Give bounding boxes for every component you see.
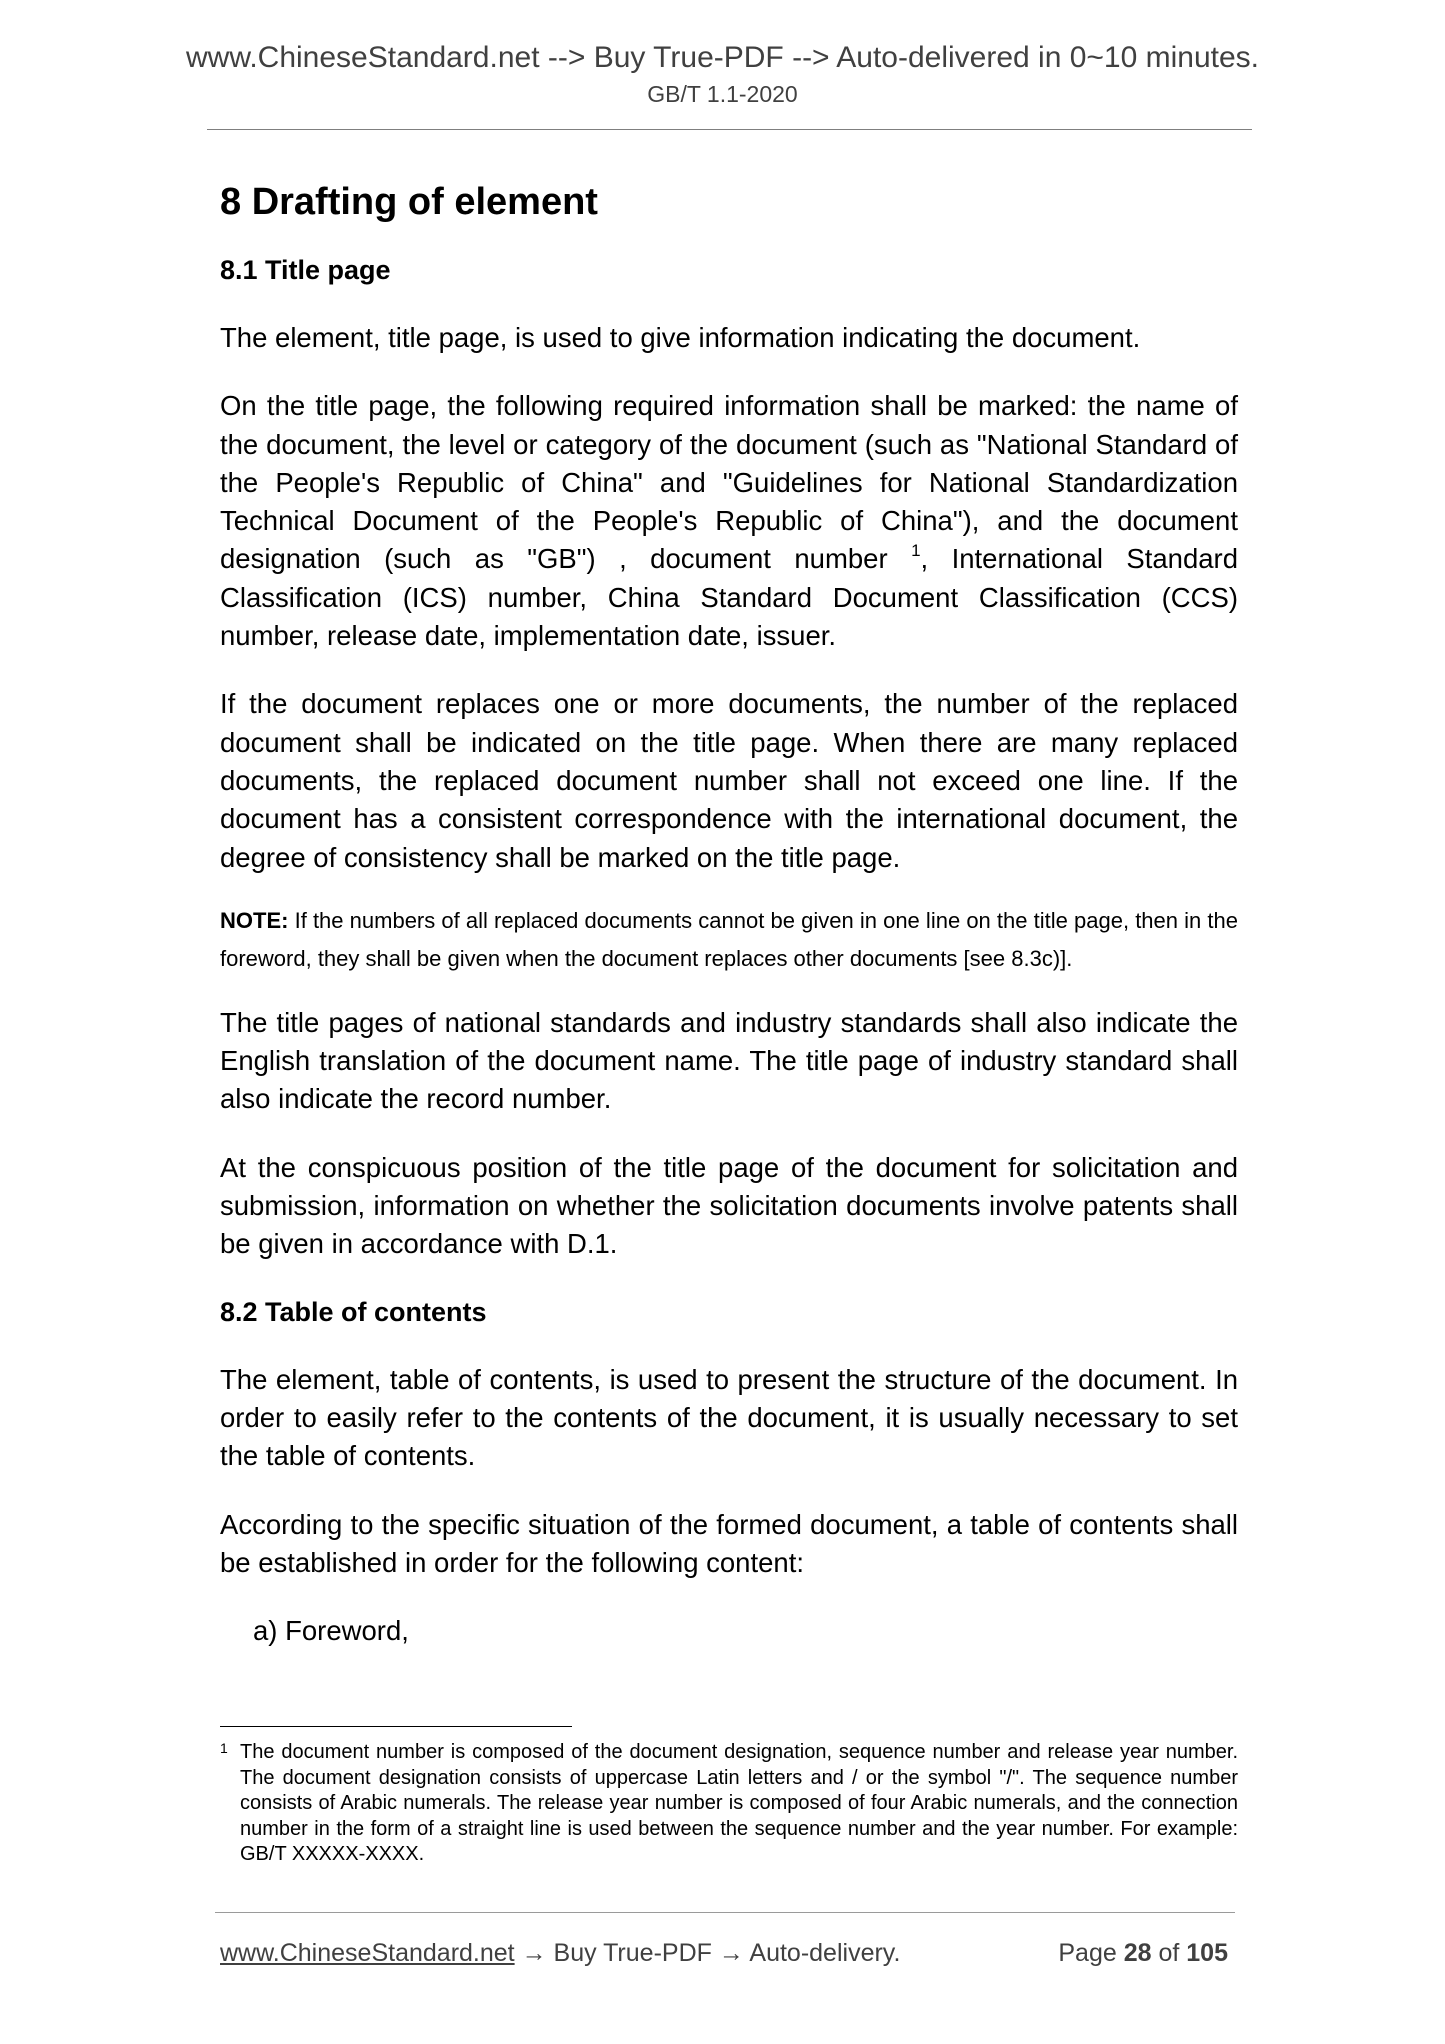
footer-promo [220, 1936, 900, 1970]
of-word: of [1151, 1939, 1187, 1967]
note-text: If the numbers of all replaced documents cannot be given in one line on the title page, then in the foreword, they shall be given when the document replaces other documents [see 8.3c)]. [220, 907, 1238, 972]
footnote-text: The document number is composed of the document designation, sequence number and release year number. The document designation consists of uppercase Latin letters and / or the symbol "/". The sequence number consists of Arabic numerals. The release year number is composed of four Arabic numerals, and the connection number in the form of a straight line is used between the sequence number and the year number. For example: GB/T XXXXX-XXXX. [240, 1741, 1238, 1865]
s81-p2-part-b: , International Standard Classification (ICS) number, China Standard Document Classification (CCS) number, release date, implementation date, issuer. [220, 543, 1239, 652]
header-banner: www.ChineseStandard.net --> Buy True-PDF --> Auto-delivered in 0~10 minutes. [185, 41, 1260, 74]
footer [220, 1936, 1238, 1970]
s81-paragraph-2 [220, 387, 1238, 655]
s81-p2-part-a: On the title page, the following required information shall be marked: the name of the document, the level or category of the document (such as "National Standard of the People's Republic of China" and "Guidelines for National Standardization Technical Document of the People's Republic of China"), and the document designation (such as "GB") , document number [220, 390, 1238, 575]
s81-paragraph-1: The element, title page, is used to give information indicating the document. [220, 322, 1141, 353]
page-indicator [1058, 1936, 1228, 1970]
chapter-title: 8 Drafting of element [220, 181, 598, 223]
footnote-separator [220, 1726, 572, 1727]
header-doc-id: GB/T 1.1-2020 [647, 81, 798, 107]
section-8-2-heading: 8.2 Table of contents [220, 1296, 487, 1327]
s82-paragraph-2: According to the specific situation of the formed document, a table of contents shall be established in order for the following content: [220, 1508, 1238, 1578]
list-item-foreword: a) Foreword, [253, 1615, 409, 1647]
s82-paragraph-1: The element, table of contents, is used to present the structure of the document. In order to easily refer to the contents of the document, it is usually necessary to set the table of contents. [220, 1363, 1238, 1472]
footnote-reference[interactable]: 1 [911, 541, 921, 561]
page-total: 105 [1186, 1939, 1228, 1967]
s81-paragraph-4: The title pages of national standards and industry standards shall also indicate the English translation of the document name. The title page of industry standard shall also indicate the record number. [220, 1006, 1238, 1115]
footnote-mark: 1 [220, 1740, 228, 1756]
footnote [220, 1740, 1238, 1868]
section-8-1-heading: 8.1 Title page [220, 255, 391, 285]
s81-paragraph-5: At the conspicuous position of the title page of the document for solicitation and submission, information on whether the solicitation documents involve patents shall be given in accordance with D.1. [220, 1151, 1238, 1260]
page-word: Page [1058, 1939, 1124, 1967]
footer-divider [215, 1912, 1235, 1913]
header-divider [207, 129, 1252, 130]
page-number: 28 [1123, 1939, 1152, 1967]
footer-promo-text: → Buy True-PDF → Auto-delivery. [514, 1939, 901, 1967]
main-content [220, 172, 1238, 1650]
footer-site-link[interactable]: www.ChineseStandard.net [220, 1939, 515, 1967]
note-label: NOTE: [220, 907, 289, 933]
note-paragraph [220, 902, 1238, 979]
s81-paragraph-3: If the document replaces one or more documents, the number of the replaced document shall be indicated on the title page. When there are many replaced documents, the replaced document number shall not exceed one line. If the document has a consistent correspondence with the international document, the degree of consistency shall be marked on the title page. [220, 688, 1238, 873]
